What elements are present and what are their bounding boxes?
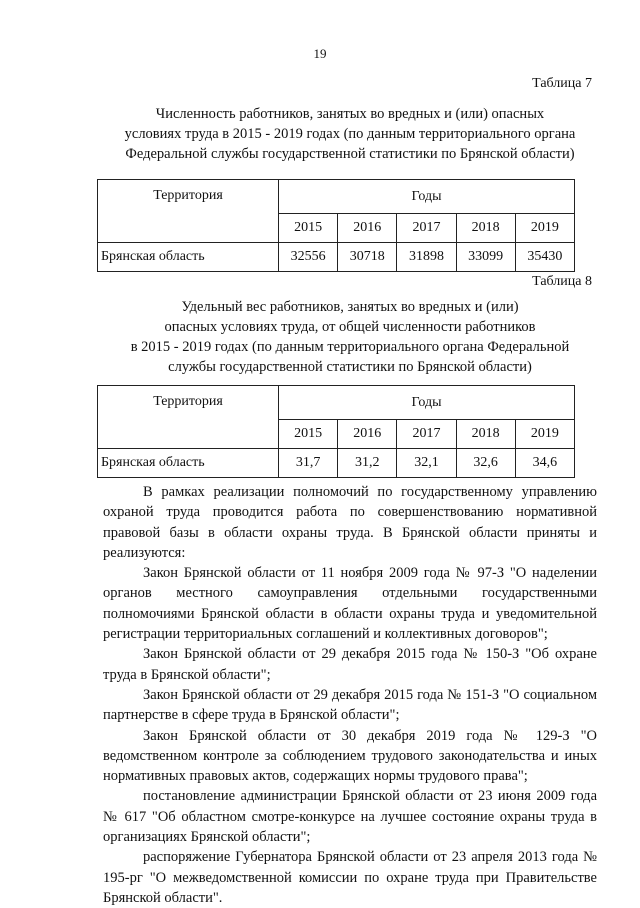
value-cell: 31898	[397, 243, 456, 272]
paragraph: постановление администрации Брянской области от 23 июня 2009 года № 617 "Об областном смотре-конкурсе на лучшее состояние охраны труда в организациях Брянской области";	[103, 788, 597, 846]
paragraph: Закон Брянской области от 29 декабря 2015 года № 150-З "Об охране труда в Брянской области";	[103, 646, 597, 683]
paragraph: В рамках реализации полномочий по государственному управлению охраной труда проводится работа по совершенствованию нормативной правовой базы в области охраны труда. В Брянской области приняты и реализуются:	[103, 484, 597, 561]
year-cell: 2015	[279, 420, 338, 449]
paragraph: Закон Брянской области от 11 ноября 2009 года № 97-З "О наделении органов местного самоуправления отдельными государственными полномочиями Брянской области в области охраны труда и уведомительной регистрации территориальных соглашений и коллективных договоров";	[103, 565, 597, 643]
value-cell: 31,7	[279, 449, 338, 478]
table-7-label: Таблица 7	[532, 76, 592, 91]
table-8-title-line: службы государственной статистики по Брянской области)	[168, 359, 532, 375]
table-8-title	[90, 297, 610, 377]
table-8-title-line: опасных условиях труда, от общей численности работников	[164, 319, 536, 335]
territory-header: Территория	[98, 386, 279, 449]
paragraph: Закон Брянской области от 29 декабря 2015 года № 151-З "О социальном партнерстве в сфере труда в Брянской области";	[103, 686, 597, 724]
value-cell: 31,2	[338, 449, 397, 478]
paragraph: Закон Брянской области от 30 декабря 2019 года № 129-З "О ведомственном контроле за соблюдением трудового законодательства и иных нормативных правовых актов, содержащих нормы трудового права";	[103, 727, 597, 785]
value-cell: 35430	[515, 243, 574, 272]
table-8-title-line: в 2015 - 2019 годах (по данным территориального органа Федеральной	[130, 339, 570, 355]
value-cell: 32556	[279, 243, 338, 272]
year-cell: 2018	[456, 214, 515, 243]
value-cell: 30718	[338, 243, 397, 272]
year-cell: 2016	[338, 214, 397, 243]
value-cell: 34,6	[515, 449, 574, 478]
page-number: 19	[313, 46, 327, 61]
paragraph: распоряжение Губернатора Брянской области от 23 апреля 2013 года № 195-рг "О межведомственной комиссии по охране труда при Правительстве Брянской области".	[103, 849, 597, 906]
year-cell: 2015	[279, 214, 338, 243]
value-cell: 32,6	[456, 449, 515, 478]
territory-header: Территория	[98, 180, 279, 243]
table-8	[97, 385, 575, 478]
years-header: Годы	[279, 180, 575, 214]
table-7	[97, 179, 575, 272]
table-8-title-line: Удельный вес работников, занятых во вредных и (или)	[181, 299, 519, 315]
year-cell: 2019	[515, 214, 574, 243]
years-header: Годы	[279, 386, 575, 420]
value-cell: 33099	[456, 243, 515, 272]
table-7-title	[90, 104, 610, 164]
year-cell: 2017	[397, 214, 456, 243]
year-cell: 2017	[397, 420, 456, 449]
region-name-cell: Брянская область	[98, 449, 279, 478]
table-8-label: Таблица 8	[532, 274, 592, 289]
year-cell: 2019	[515, 420, 574, 449]
year-cell: 2018	[456, 420, 515, 449]
table-7-title-line: Численность работников, занятых во вредных и (или) опасных	[155, 106, 545, 122]
value-cell: 32,1	[397, 449, 456, 478]
body-text	[103, 482, 597, 908]
table-7-title-line: условиях труда в 2015 - 2019 годах (по данным территориального органа	[124, 126, 576, 142]
table-7-title-line: Федеральной службы государственной статистики по Брянской области)	[125, 146, 575, 162]
year-cell: 2016	[338, 420, 397, 449]
region-name-cell: Брянская область	[98, 243, 279, 272]
